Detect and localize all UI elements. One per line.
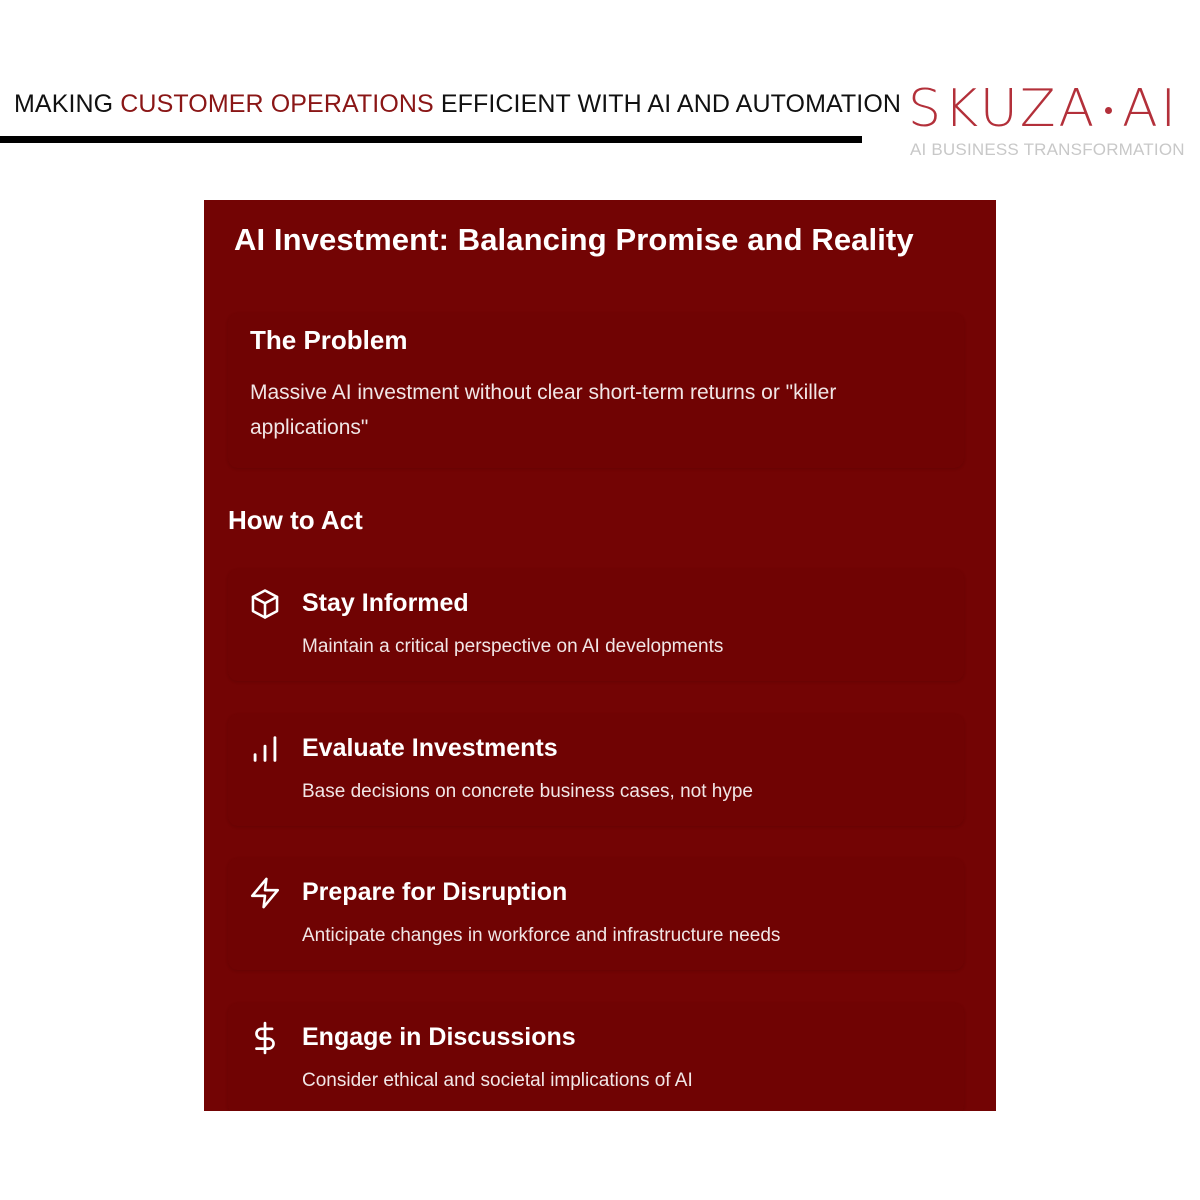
tagline-suffix: EFFICIENT WITH AI AND AUTOMATION bbox=[433, 90, 902, 118]
action-title: Prepare for Disruption bbox=[302, 878, 568, 906]
brand-dot-icon bbox=[1105, 107, 1112, 114]
bar-chart-icon bbox=[248, 732, 282, 766]
action-title: Stay Informed bbox=[302, 589, 469, 617]
tagline-prefix: MAKING bbox=[14, 90, 121, 118]
action-card-evaluate-investments bbox=[228, 714, 964, 826]
action-title: Evaluate Investments bbox=[302, 734, 558, 762]
problem-title: The Problem bbox=[250, 325, 408, 355]
lightning-icon bbox=[248, 876, 282, 910]
dollar-icon bbox=[248, 1021, 282, 1055]
brand-logo bbox=[908, 79, 1185, 160]
problem-text: Massive AI investment without clear short-term returns or "killer applications" bbox=[250, 381, 837, 439]
content-panel bbox=[204, 200, 996, 1111]
brand-subtitle: AI BUSINESS TRANSFORMATION bbox=[910, 140, 1185, 159]
action-card-engage-in-discussions bbox=[228, 1003, 964, 1111]
section-heading: How to Act bbox=[228, 505, 363, 535]
action-description: Base decisions on concrete business cases, not hype bbox=[302, 781, 753, 802]
header-divider bbox=[0, 136, 862, 143]
action-card-stay-informed bbox=[228, 569, 964, 681]
action-description: Maintain a critical perspective on AI developments bbox=[302, 636, 724, 657]
panel-title: AI Investment: Balancing Promise and Reality bbox=[234, 222, 914, 257]
brand-name-right: AI bbox=[1122, 79, 1179, 139]
tagline-accent: CUSTOMER OPERATIONS bbox=[120, 90, 434, 118]
action-description: Consider ethical and societal implications of AI bbox=[302, 1070, 693, 1091]
action-card-prepare-for-disruption bbox=[228, 858, 964, 970]
cube-icon bbox=[248, 587, 282, 621]
brand-name-left: SKUZA bbox=[908, 79, 1098, 139]
action-description: Anticipate changes in workforce and infrastructure needs bbox=[302, 925, 781, 946]
action-title: Engage in Discussions bbox=[302, 1023, 576, 1051]
brand-name bbox=[908, 79, 1179, 139]
problem-card bbox=[228, 313, 964, 468]
header-tagline bbox=[14, 90, 901, 119]
